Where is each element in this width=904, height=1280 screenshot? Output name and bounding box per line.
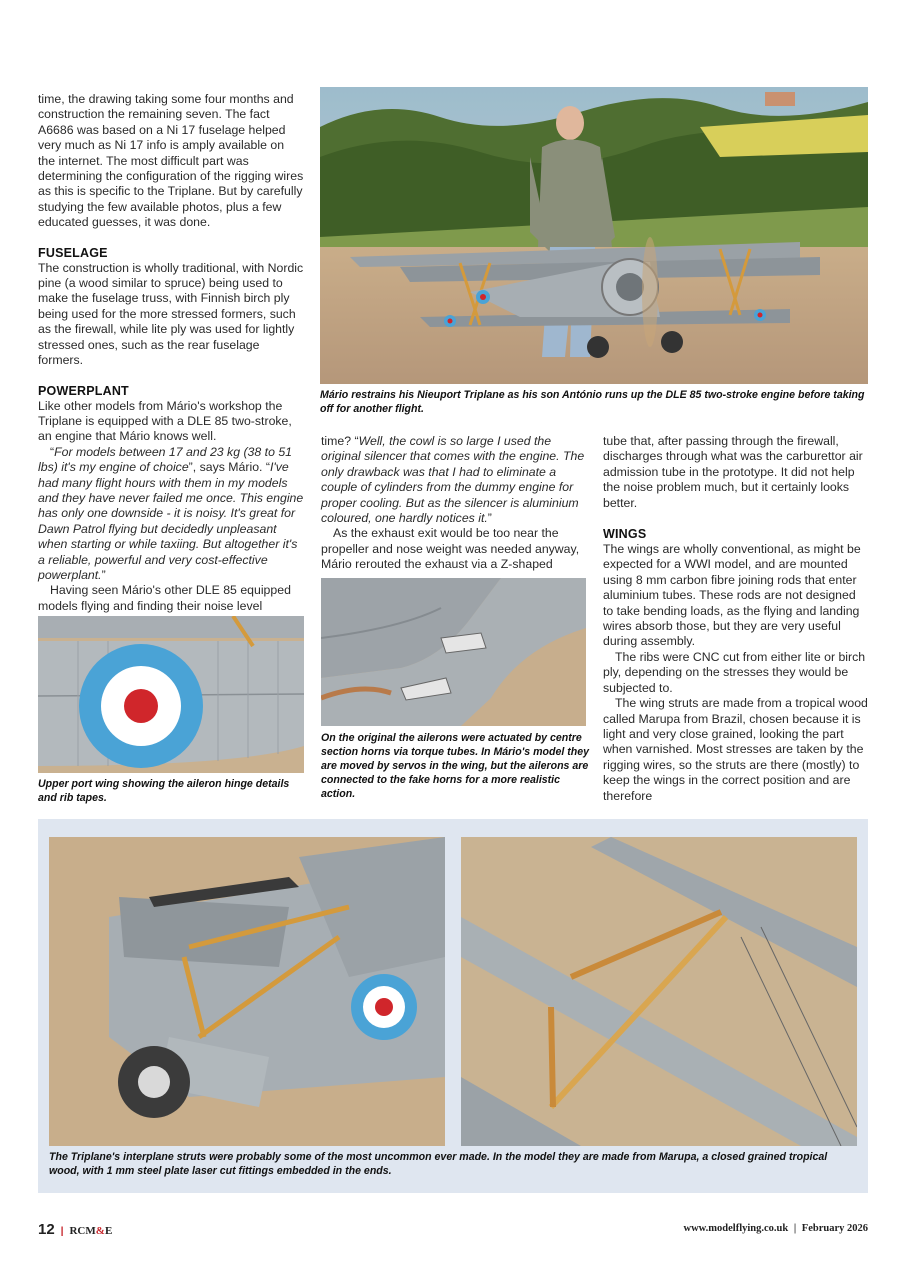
aileron-photo-caption: On the original the ailerons were actuated by centre section horns via torque tubes. In Mário's model they are moved by servos in the wing, but the ailerons are connected to the fake horns for a more realistic action.: [321, 732, 589, 800]
fuselage-heading: FUSELAGE: [38, 245, 108, 260]
page-number: 12: [38, 1221, 55, 1238]
ribs-paragraph: The ribs were CNC cut from either lite or birch ply, depending on the stresses they would be subjected to.: [603, 649, 866, 695]
struts-photo-panel: [38, 819, 868, 1193]
website-url: www.modelflying.co.uk: [683, 1223, 789, 1234]
issue-date: February 2026: [801, 1223, 868, 1234]
wings-heading: WINGS: [603, 527, 647, 542]
wings-paragraph: The wings are wholly conventional, as might be expected for a WWI model, and are mounted using 8 mm carbon fibre joining rods that enter aluminium tubes. These rods are not designed to take bending loads, as the flying and landing wires absorb those, but they are very useful during assembly.: [603, 542, 861, 649]
struts-paragraph: The wing struts are made from a tropical wood called Marupa from Brazil, chosen because it is light and very close grained, looking the part when varnished. Most stresses are taken by the rigging wires, so the struts are there (mostly) to keep the wings in the correct position and are therefore: [603, 696, 868, 803]
powerplant-heading: POWERPLANT: [38, 383, 129, 398]
silencer-paragraph: time? “Well, the cowl is so large I used the original silencer that comes with the engine. The only drawback was that I had to eliminate a couple of cylinders from the dummy engine for proper cooling. But as the silencer is aluminium coloured, one hardly notices it.”: [321, 434, 585, 526]
intro-paragraph: time, the drawing taking some four months and construction the remaining seven. The fact A6686 was based on a Ni 17 fuselage helped very much as Ni 17 info is amply available on the internet. The most difficult part was determining the configuration of the rigging wires as this is specific to the Triplane. But by carefully studying the few available photos, plus a few educated guesses, it was done.: [38, 92, 304, 230]
having-seen-paragraph: Having seen Mário's other DLE 85 equipped models flying and finding their noise level: [38, 583, 291, 613]
page-footer-left: [38, 1221, 238, 1238]
struts-closeup-photo: [461, 837, 857, 1146]
tube-paragraph: tube that, after passing through the firewall, discharges through what was the carburettor air admission tube in the prototype. It did not help the noise problem much, but it certainly looks better.: [603, 434, 863, 510]
column-2: [321, 434, 587, 573]
footer-separator: |: [60, 1225, 64, 1237]
struts-side-photo: [49, 837, 445, 1146]
column-3: [603, 434, 869, 804]
magazine-logo: RCM&E: [69, 1225, 113, 1237]
upper-port-wing-photo: [38, 616, 304, 773]
main-photo-caption: Mário restrains his Nieuport Triplane as his son António runs up the DLE 85 two-stroke engine before taking off for another flight.: [320, 389, 865, 415]
column-1-top: [38, 92, 304, 630]
quote-paragraph: “For models between 17 and 23 kg (38 to 51 lbs) it's my engine of choice”, says Mário. “I've had many flight hours with them in my models and they have never failed me once. This engine has only one downside - it is noisy. It's great for Dawn Patrol flying but decidedly unpleasant when starting or while taxiing. But altogether it's a reliable, powerful and very cost-effective powerplant.”: [38, 444, 304, 582]
exhaust-paragraph: As the exhaust exit would be too near the propeller and nose weight was needed anyway, Mário rerouted the exhaust via a Z-shaped: [321, 526, 580, 572]
page-footer-right: www.modelflying.co.uk | February 2026: [683, 1223, 868, 1234]
struts-photo-caption: The Triplane's interplane struts were probably some of the most uncommon ever made. In the model they are made from Marupa, a closed grained tropical wood, with 1 mm steel plate laser cut fittings embedded in the ends.: [49, 1151, 828, 1177]
fuselage-paragraph: The construction is wholly traditional, with Nordic pine (a wood similar to spruce) being used to make the fuselage truss, with Finnish birch ply being used for the more stressed formers, such as the firewall, while lite ply was used for lightly stressed ones, such as the rear fuselage formers.: [38, 260, 304, 368]
powerplant-paragraph: Like other models from Mário's workshop the Triplane is equipped with a DLE 85 two-stroke, an engine that Mário knows well.: [38, 398, 292, 444]
main-photo-triplane-engine-runup: [320, 87, 868, 384]
wing-photo-caption: Upper port wing showing the aileron hinge details and rib tapes.: [38, 778, 290, 804]
aileron-horns-photo: [321, 578, 586, 726]
